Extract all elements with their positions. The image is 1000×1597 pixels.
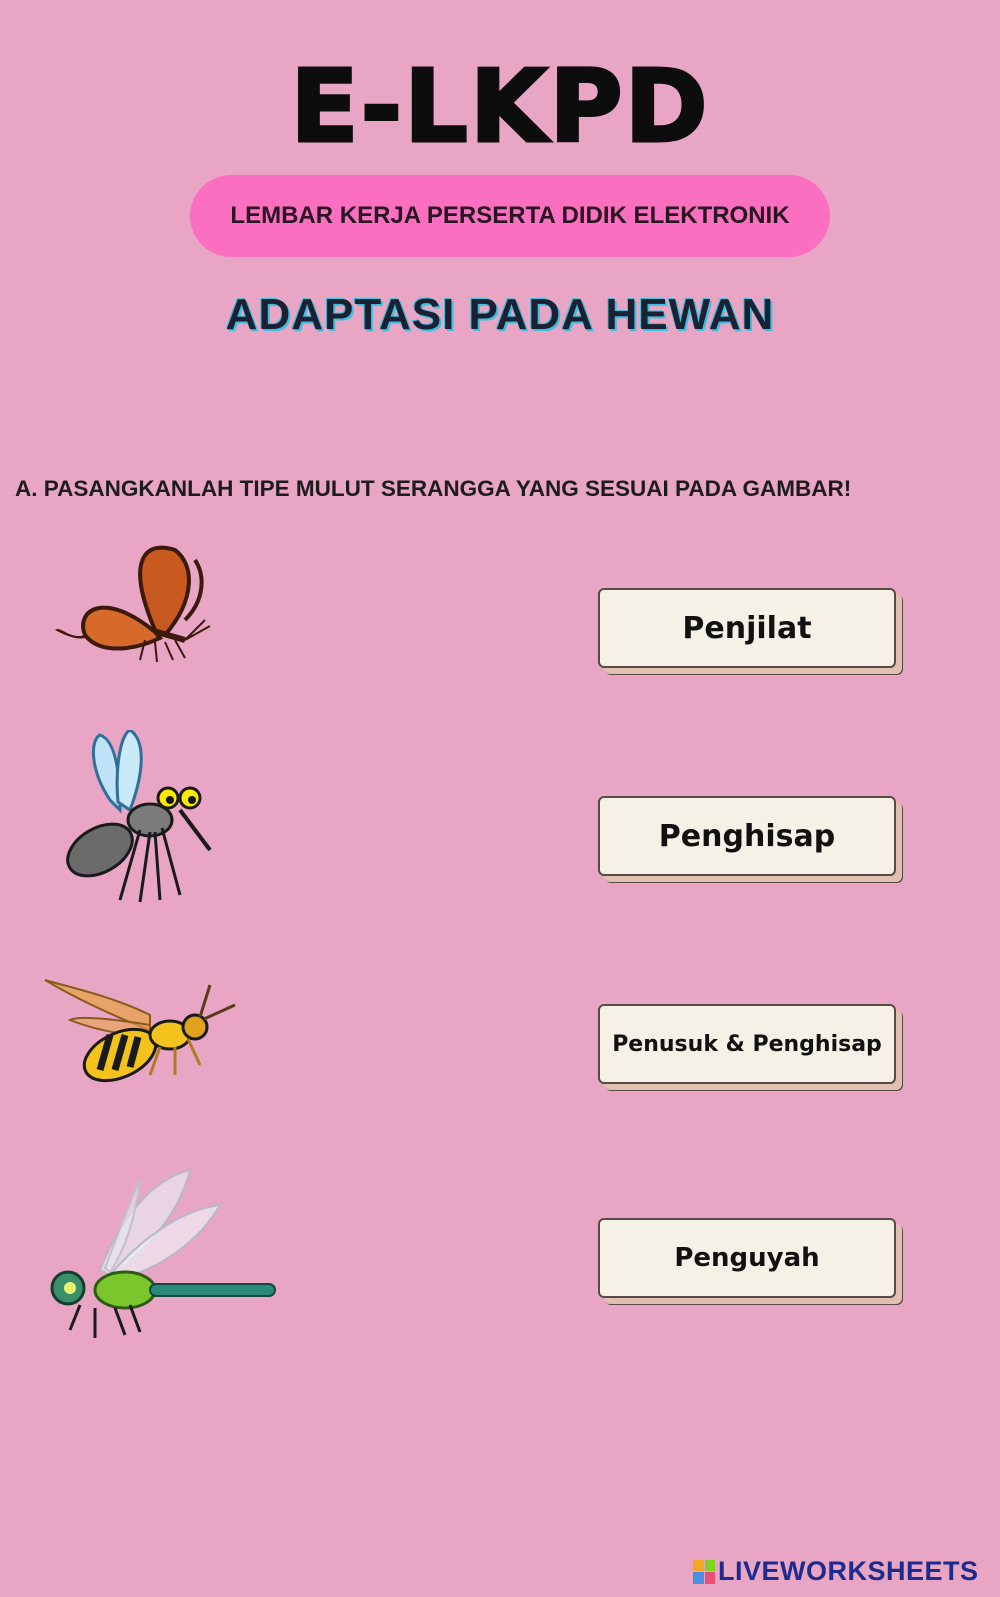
answer-label: Penghisap xyxy=(658,818,836,854)
logo-square xyxy=(693,1572,704,1584)
answer-card-penguyah[interactable] xyxy=(598,1218,896,1298)
logo-text: LIVEWORKSHEETS xyxy=(718,1556,979,1586)
wasp-image xyxy=(40,975,240,1105)
liveworksheets-logo-icon xyxy=(693,1560,715,1584)
answer-label: Penusuk & Penghisap xyxy=(612,1031,882,1057)
answer-card-penghisap[interactable] xyxy=(598,796,896,876)
topic-heading: ADAPTASI PADA HEWAN xyxy=(225,290,775,339)
logo-square xyxy=(705,1572,716,1584)
answer-card-penjilat[interactable] xyxy=(598,588,896,668)
logo-square xyxy=(705,1560,716,1572)
mosquito-image xyxy=(60,730,220,910)
liveworksheets-logo xyxy=(693,1556,979,1587)
subtitle-banner xyxy=(190,175,830,257)
answer-label: Penguyah xyxy=(674,1243,820,1273)
answer-card-penusuk-penghisap[interactable] xyxy=(598,1004,896,1084)
logo-square xyxy=(693,1560,704,1572)
butterfly-image xyxy=(45,540,215,670)
page-title: E-LKPD xyxy=(290,48,710,165)
dragonfly-image xyxy=(40,1160,290,1360)
subtitle-text: LEMBAR KERJA PERSERTA DIDIK ELEKTRONIK xyxy=(230,202,790,229)
instruction-text: A. PASANGKANLAH TIPE MULUT SERANGGA YANG SESUAI PADA GAMBAR! xyxy=(15,476,852,501)
answer-label: Penjilat xyxy=(682,610,812,646)
